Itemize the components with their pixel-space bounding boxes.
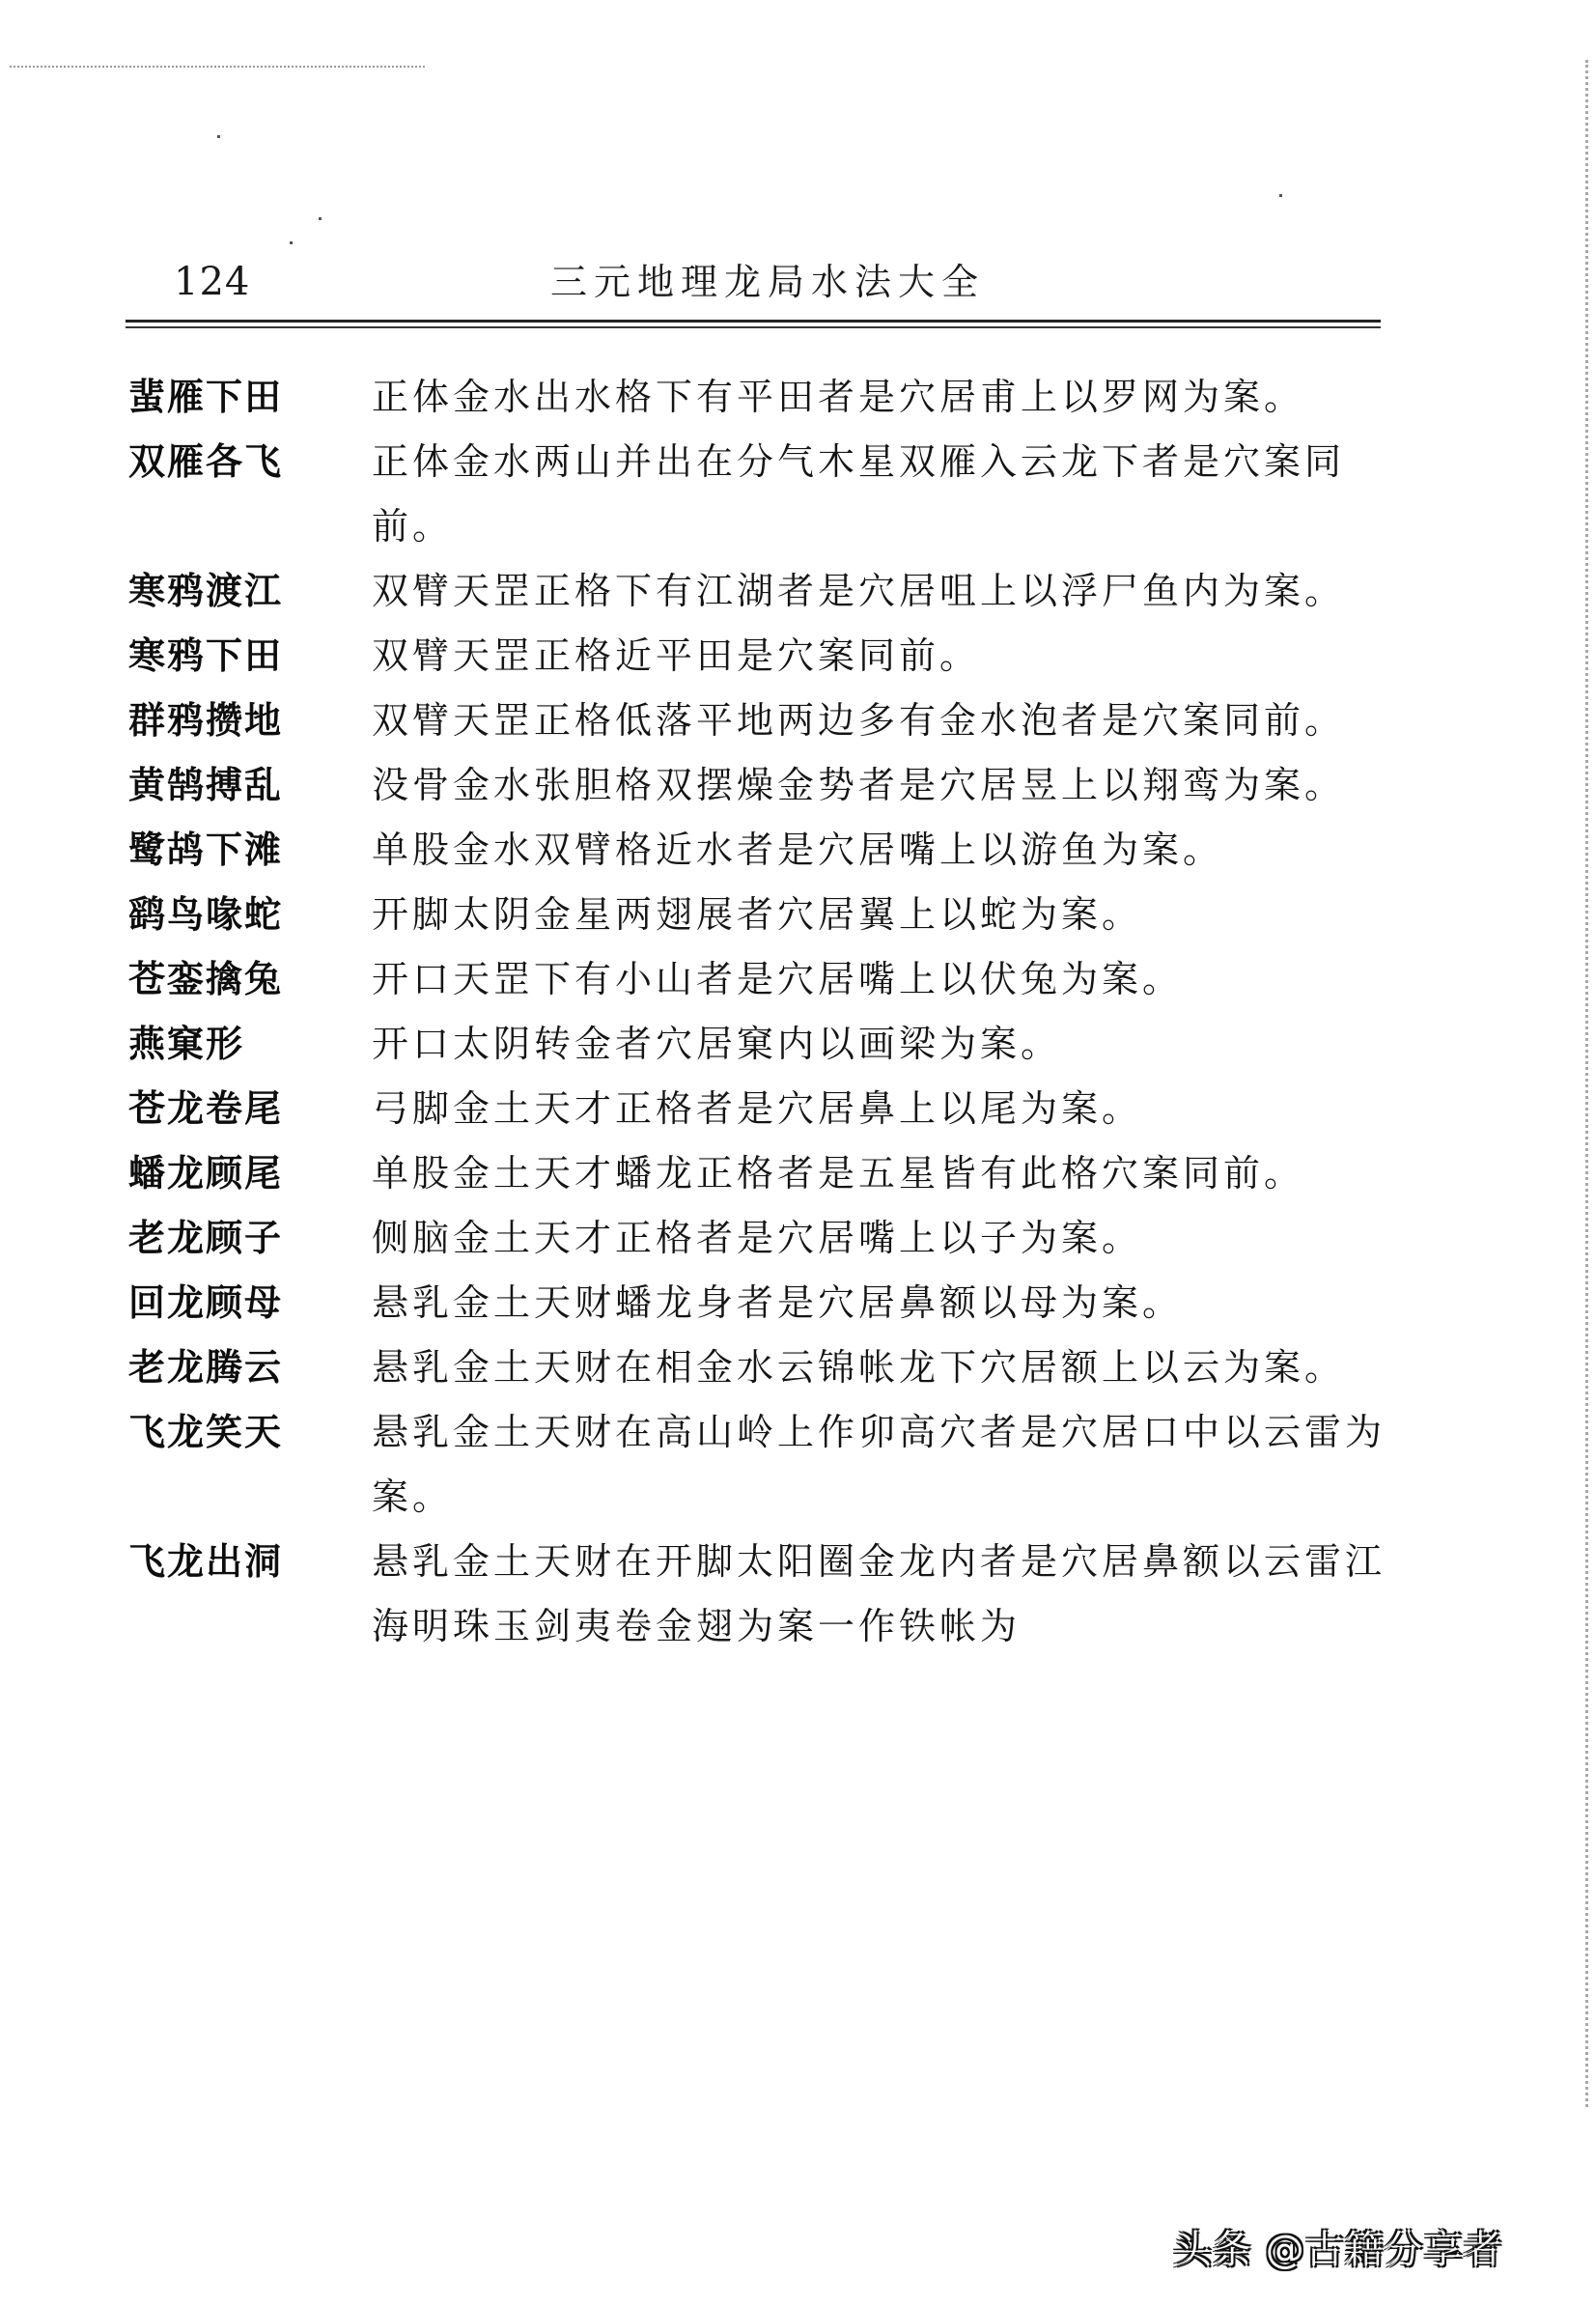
entry-term: 黄鹄搏乱	[128, 764, 284, 806]
entry-definition: 悬乳金土天财在相金水云锦帐龙下穴居额上以云为案。	[372, 1346, 1346, 1389]
entry-definition: 弓脚金土天才正格者是穴居鼻上以尾为案。	[372, 1087, 1143, 1130]
scan-speck	[1279, 194, 1282, 197]
entry-term: 飞龙笑天	[128, 1411, 284, 1453]
entry-definition: 悬乳金土天财在高山岭上作卯高穴者是穴居口中以云雷为案。	[372, 1411, 1386, 1518]
glossary-entry	[128, 1271, 1393, 1335]
entry-definition: 正体金水出水格下有平田者是穴居甫上以罗网为案。	[372, 376, 1305, 418]
glossary-entry	[128, 559, 1393, 624]
glossary-entry	[128, 1206, 1393, 1271]
entry-term: 寒鸦渡江	[128, 570, 284, 612]
running-title: 三元地理龙局水法大全	[550, 261, 986, 303]
entry-definition: 开口天罡下有小山者是穴居嘴上以伏兔为案。	[372, 958, 1184, 1000]
glossary-entry	[128, 1335, 1393, 1400]
page-number: 124	[174, 260, 251, 304]
glossary-entry	[128, 1077, 1393, 1141]
glossary-entry	[128, 624, 1393, 689]
glossary-entry	[128, 753, 1393, 818]
entry-term: 寒鸦下田	[128, 634, 284, 677]
entry-term: 飞龙出洞	[128, 1540, 284, 1583]
scan-edge-dots-right	[1585, 60, 1588, 2107]
scan-edge-dots-top	[10, 66, 425, 68]
entry-term: 群鸦攒地	[128, 699, 284, 742]
entry-definition: 开口太阴转金者穴居窠内以画梁为案。	[372, 1023, 1062, 1065]
entry-term: 苍銮擒兔	[128, 958, 284, 1000]
entry-definition: 正体金水两山并出在分气木星双雁入云龙下者是穴案同前。	[372, 440, 1346, 548]
scan-speck	[290, 241, 293, 244]
scan-speck	[319, 217, 322, 220]
entry-term: 苍龙卷尾	[128, 1087, 284, 1130]
entry-term: 回龙顾母	[128, 1281, 284, 1324]
scan-speck	[217, 135, 220, 138]
entry-term: 燕窠形	[128, 1023, 245, 1065]
glossary-entry	[128, 689, 1393, 753]
entry-term: 老龙腾云	[128, 1346, 284, 1389]
entry-term: 鹞鸟喙蛇	[128, 893, 284, 936]
glossary-entry	[128, 1530, 1393, 1659]
header-rule-thin	[126, 326, 1381, 328]
header-rule-thick	[126, 320, 1381, 323]
page-header	[126, 253, 1381, 311]
entry-definition: 双臂天罡正格下有江湖者是穴居咀上以浮尸鱼内为案。	[372, 570, 1346, 612]
entry-definition: 悬乳金土天财蟠龙身者是穴居鼻额以母为案。	[372, 1281, 1184, 1324]
glossary-entry	[128, 365, 1393, 430]
glossary-entry	[128, 1400, 1393, 1530]
entry-definition: 双臂天罡正格近平田是穴案同前。	[372, 634, 981, 677]
entry-term: 双雁各飞	[128, 440, 284, 483]
entry-definition: 双臂天罡正格低落平地两边多有金水泡者是穴案同前。	[372, 699, 1346, 742]
entry-definition: 单股金土天才蟠龙正格者是五星皆有此格穴案同前。	[372, 1152, 1305, 1195]
glossary-entry	[128, 883, 1393, 947]
glossary-entry	[128, 947, 1393, 1012]
entry-term: 鹭鸪下滩	[128, 829, 284, 871]
entry-term: 老龙顾子	[128, 1217, 284, 1259]
glossary-entry	[128, 818, 1393, 883]
watermark: 头条 @古籍分享者	[1173, 2228, 1503, 2272]
glossary-entry	[128, 430, 1393, 559]
entry-definition: 开脚太阴金星两翅展者穴居翼上以蛇为案。	[372, 893, 1143, 936]
entry-term: 蜚雁下田	[128, 376, 284, 418]
glossary-entry	[128, 1141, 1393, 1206]
glossary-entry	[128, 1012, 1393, 1077]
entry-term: 蟠龙顾尾	[128, 1152, 284, 1195]
entry-definition: 单股金水双臂格近水者是穴居嘴上以游鱼为案。	[372, 829, 1224, 871]
entry-definition: 侧脑金土天才正格者是穴居嘴上以子为案。	[372, 1217, 1143, 1259]
glossary-entries	[128, 365, 1393, 1659]
entry-definition: 悬乳金土天财在开脚太阳圈金龙内者是穴居鼻额以云雷江海明珠玉剑夷卷金翅为案一作铁帐为	[372, 1540, 1386, 1647]
entry-definition: 没骨金水张胆格双摆燥金势者是穴居昱上以翔鸾为案。	[372, 764, 1346, 806]
